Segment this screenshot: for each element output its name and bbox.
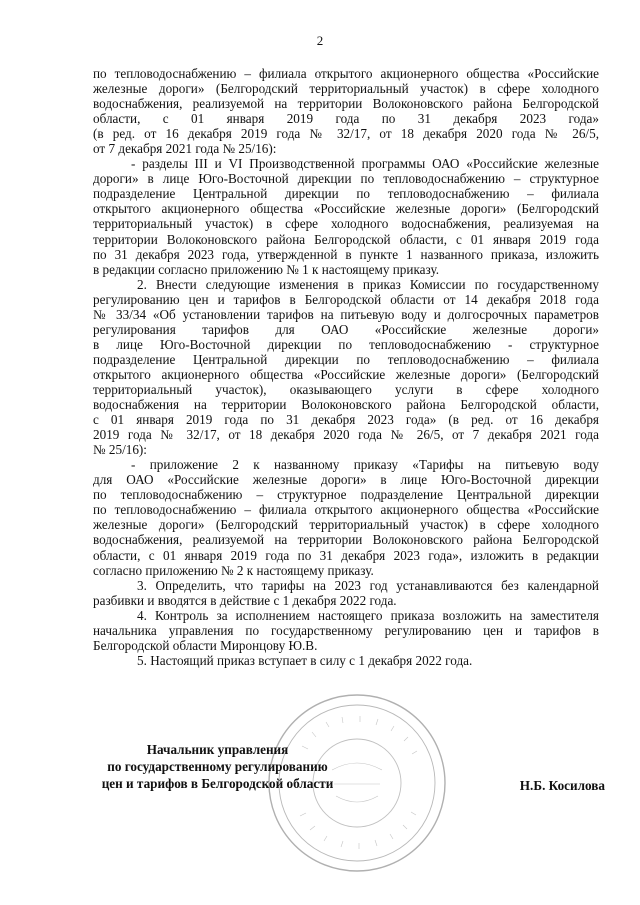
text-line: в редакции согласно приложению № 1 к настоящему приказу. <box>93 261 440 277</box>
signatory-title-line: Начальник управления <box>146 742 289 757</box>
text-line: от 7 декабря 2021 года № 25/16): <box>93 141 277 157</box>
text-line: Белгородской области Миронцову Ю.В. <box>93 637 318 653</box>
text-line: регулированию цен и тарифов в Белгородской области от 14 декабря 2018 года <box>93 291 599 307</box>
text-line: водоснабжения, реализуемой на территории Волоконовского района Белгородской <box>93 532 599 548</box>
page-number: 2 <box>316 33 324 48</box>
text-line: (в ред. от 16 декабря 2019 года № 32/17, от 18 декабря 2020 года № 26/5, <box>93 126 599 142</box>
text-line: подразделение Центральной дирекции по тепловодоснабжению – филиала <box>93 186 599 202</box>
text-line: № 25/16): <box>93 442 147 458</box>
text-line: территориальный участок) в сфере холодного водоснабжения, реализуемая на <box>93 216 599 232</box>
text-line: территории Волоконовского района Белгородской области, с 01 января 2019 года <box>93 231 599 247</box>
text-line: территориальный участок), оказывающего услуги в сфере холодного <box>93 381 599 397</box>
text-line: водоснабжения на территории Волоконовского района Белгородской области, <box>93 397 599 413</box>
text-line: начальника управления по государственному регулированию цен и тарифов в <box>93 622 599 638</box>
text-line: по тепловодоснабжению – филиала открытого акционерного общества «Российские <box>93 502 599 518</box>
text-line: дороги» в лице Юго-Восточной дирекции по тепловодоснабжению – структурное <box>93 171 599 187</box>
text-line: - разделы III и VI Производственной программы ОАО «Российские железные <box>131 156 599 172</box>
text-line: 2. Внести следующие изменения в приказ Комиссии по государственному <box>137 276 599 292</box>
text-line: № 33/34 «Об установлении тарифов на питьевую воду и долгосрочных параметров <box>93 306 599 322</box>
text-line: железные дороги» (Белгородский территориальный участок) в сфере холодного <box>93 81 599 97</box>
text-line: по тепловодоснабжению – филиала открытого акционерного общества «Российские <box>93 66 599 81</box>
text-line: с 01 января 2019 года по 31 декабря 2023 года» (в ред. от 16 декабря <box>93 412 599 428</box>
document-body <box>93 66 599 668</box>
text-line: регулирования тарифов для ОАО «Российские железные дороги» <box>93 321 599 337</box>
text-line: области, с 01 января 2019 года по 31 декабря 2023 года» <box>93 111 599 127</box>
signatory-title-line: по государственному регулированию <box>107 759 328 774</box>
text-line: открытого акционерного общества «Российские железные дороги» (Белгородский <box>93 366 599 382</box>
text-line: согласно приложению № 2 к настоящему приказу. <box>93 562 374 578</box>
text-line: области, с 01 января 2019 года по 31 декабря 2023 года», изложить в редакции <box>93 547 599 563</box>
text-line: разбивки и вводятся в действие с 1 декабря 2022 года. <box>93 592 397 608</box>
text-line: водоснабжения, реализуемой на территории Волоконовского района Белгородской <box>93 96 599 112</box>
signatory-name: Н.Б. Косилова <box>519 778 605 793</box>
signatory-title-line: цен и тарифов в Белгородской области <box>101 776 334 791</box>
text-line: по 31 декабря 2023 года, утвержденной в пункте 1 названного приказа, изложить <box>93 246 599 262</box>
text-line: по тепловодоснабжению – структурное подразделение Центральной дирекции <box>93 487 599 503</box>
text-line: 5. Настоящий приказ вступает в силу с 1 декабря 2022 года. <box>137 652 473 668</box>
text-line: 3. Определить, что тарифы на 2023 год устанавливаются без календарной <box>137 577 599 593</box>
text-line: открытого акционерного общества «Российские железные дороги» (Белгородский <box>93 201 599 217</box>
text-line: для ОАО «Российские железные дороги» в лице Юго-Восточной дирекции <box>93 472 599 488</box>
text-line: 4. Контроль за исполнением настоящего приказа возложить на заместителя <box>137 607 599 623</box>
text-line: в лице Юго-Восточной дирекции по тепловодоснабжению - структурное <box>93 336 599 352</box>
text-line: железные дороги» (Белгородский территориальный участок) в сфере холодного <box>93 517 599 533</box>
text-line: - приложение 2 к названному приказу «Тарифы на питьевую воду <box>131 457 599 473</box>
text-line: подразделение Центральной дирекции по тепловодоснабжению – филиала <box>93 351 599 367</box>
text-line: 2019 года № 32/17, от 18 декабря 2020 года № 26/5, от 7 декабря 2021 года <box>93 427 599 443</box>
signatory-title <box>85 741 350 792</box>
